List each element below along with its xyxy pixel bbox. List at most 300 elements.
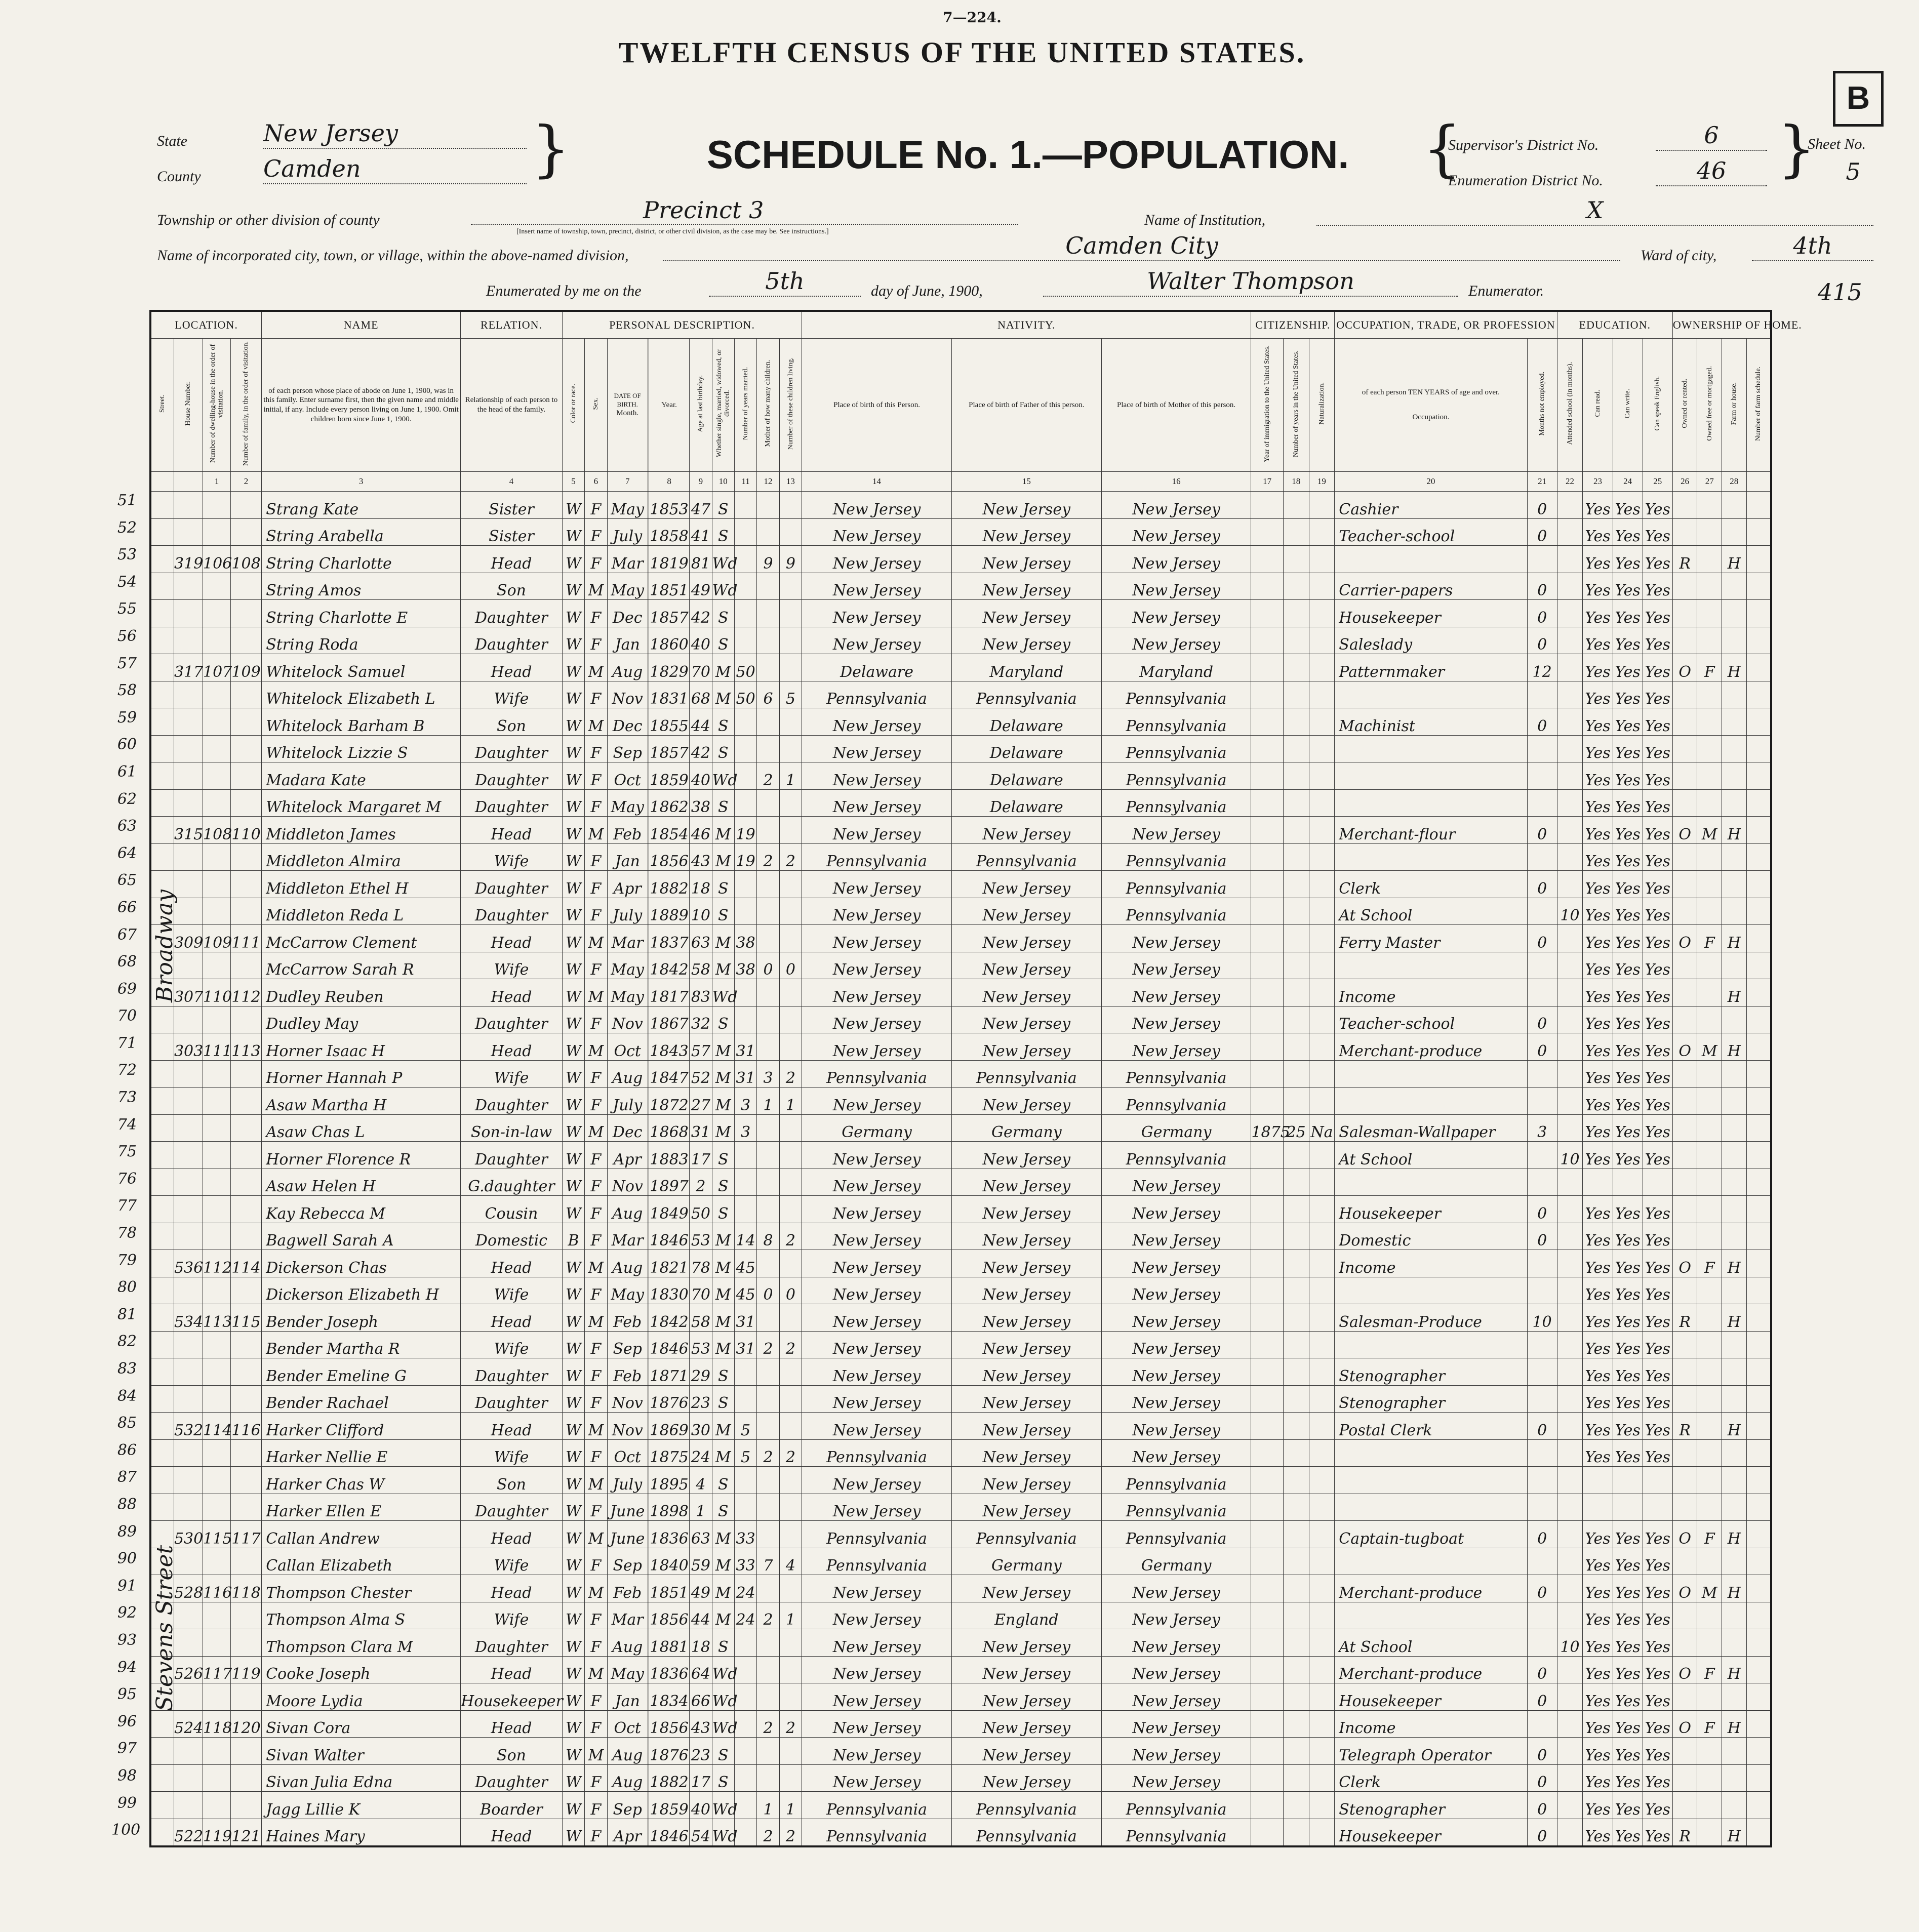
family-number-cell bbox=[230, 843, 261, 871]
table-row bbox=[150, 925, 1771, 952]
farm-schedule-cell bbox=[1746, 925, 1771, 952]
column-number: 21 bbox=[1527, 472, 1557, 492]
birthplace-father-cell: New Jersey bbox=[951, 1683, 1101, 1711]
relation-cell: Son bbox=[461, 1738, 563, 1765]
birth-month-cell: Nov bbox=[607, 681, 648, 708]
can-read-cell: Yes bbox=[1583, 1764, 1613, 1792]
occupation-cell bbox=[1335, 1494, 1527, 1521]
farm-schedule-cell bbox=[1746, 627, 1771, 654]
years-in-us-cell bbox=[1283, 1656, 1309, 1683]
age-cell: 40 bbox=[690, 1792, 712, 1819]
dwelling-number-cell bbox=[203, 708, 231, 736]
can-read-cell: Yes bbox=[1583, 1548, 1613, 1575]
hdr-family: Number of family, in the order of visitation. bbox=[230, 339, 261, 472]
street-cell bbox=[150, 1169, 174, 1196]
children-living-cell bbox=[779, 1358, 802, 1386]
sheet-value: 5 bbox=[1846, 158, 1861, 185]
can-write-cell: Yes bbox=[1613, 1142, 1643, 1169]
years-married-cell: 24 bbox=[734, 1602, 756, 1629]
can-read-cell: Yes bbox=[1583, 762, 1613, 790]
months-not-employed-cell bbox=[1527, 1629, 1557, 1657]
birth-month-cell: May bbox=[607, 952, 648, 979]
birth-month-cell: July bbox=[607, 518, 648, 546]
naturalization-cell bbox=[1309, 1358, 1335, 1386]
person-name-cell: Harker Nellie E bbox=[262, 1439, 461, 1467]
birth-month-cell: Sep bbox=[607, 1792, 648, 1819]
hdr-birth-mother: Place of birth of Mother of this person. bbox=[1101, 339, 1251, 472]
children-living-cell bbox=[779, 817, 802, 844]
birth-year-cell: 1846 bbox=[649, 1223, 689, 1250]
months-not-employed-cell: 0 bbox=[1527, 1575, 1557, 1602]
birthplace-mother-cell: Pennsylvania bbox=[1101, 1792, 1251, 1819]
immigration-year-cell bbox=[1251, 952, 1283, 979]
farm-house-cell: H bbox=[1722, 1250, 1747, 1277]
family-number-cell bbox=[230, 1764, 261, 1792]
owned-rented-cell: O bbox=[1672, 1521, 1697, 1548]
children-living-cell: 2 bbox=[779, 1331, 802, 1358]
dwelling-number-cell: 111 bbox=[203, 1033, 231, 1061]
street-cell bbox=[150, 979, 174, 1007]
years-married-cell bbox=[734, 1764, 756, 1792]
farm-schedule-cell bbox=[1746, 871, 1771, 898]
naturalization-cell bbox=[1309, 1521, 1335, 1548]
free-mortgaged-cell bbox=[1697, 1277, 1722, 1304]
mother-of-cell bbox=[757, 1385, 779, 1413]
can-read-cell: Yes bbox=[1583, 979, 1613, 1007]
house-number-cell bbox=[174, 1764, 203, 1792]
person-name-cell: Kay Rebecca M bbox=[262, 1196, 461, 1223]
months-not-employed-cell bbox=[1527, 1331, 1557, 1358]
farm-house-cell: H bbox=[1722, 1033, 1747, 1061]
naturalization-cell bbox=[1309, 1548, 1335, 1575]
marital-status-cell: M bbox=[712, 1060, 734, 1088]
margin-line-number: 74 bbox=[117, 1115, 137, 1134]
group-nativity: NATIVITY. bbox=[802, 311, 1251, 339]
immigration-year-cell bbox=[1251, 600, 1283, 627]
birthplace-person-cell: New Jersey bbox=[802, 871, 952, 898]
months-not-employed-cell bbox=[1527, 1710, 1557, 1738]
farm-schedule-cell bbox=[1746, 1683, 1771, 1711]
margin-line-number: 58 bbox=[117, 681, 137, 700]
birthplace-father-cell: New Jersey bbox=[951, 600, 1101, 627]
marital-status-cell: S bbox=[712, 898, 734, 925]
birthplace-father-cell: New Jersey bbox=[951, 1358, 1101, 1386]
farm-schedule-cell bbox=[1746, 1413, 1771, 1440]
immigration-year-cell bbox=[1251, 1575, 1283, 1602]
years-married-cell: 38 bbox=[734, 925, 756, 952]
children-living-cell: 0 bbox=[779, 952, 802, 979]
color-cell: W bbox=[562, 843, 584, 871]
person-name-cell: Whitelock Margaret M bbox=[262, 789, 461, 817]
age-cell: 50 bbox=[690, 1196, 712, 1223]
occupation-cell bbox=[1335, 952, 1527, 979]
can-write-cell: Yes bbox=[1613, 600, 1643, 627]
person-name-cell: Callan Andrew bbox=[262, 1521, 461, 1548]
marital-status-cell: M bbox=[712, 1114, 734, 1142]
age-cell: 57 bbox=[690, 1033, 712, 1061]
person-name-cell: Sivan Cora bbox=[262, 1710, 461, 1738]
attended-school-cell bbox=[1557, 735, 1583, 762]
farm-house-cell bbox=[1722, 1114, 1747, 1142]
sex-cell: F bbox=[585, 735, 607, 762]
can-read-cell: Yes bbox=[1583, 735, 1613, 762]
birth-month-cell: Dec bbox=[607, 600, 648, 627]
can-write-cell: Yes bbox=[1613, 1033, 1643, 1061]
farm-schedule-cell bbox=[1746, 1114, 1771, 1142]
owned-rented-cell: R bbox=[1672, 1413, 1697, 1440]
birthplace-father-cell: New Jersey bbox=[951, 1033, 1101, 1061]
house-number-cell bbox=[174, 1494, 203, 1521]
family-number-cell bbox=[230, 735, 261, 762]
mother-of-cell bbox=[757, 573, 779, 600]
years-married-cell bbox=[734, 762, 756, 790]
house-number-cell: 530 bbox=[174, 1521, 203, 1548]
dwelling-number-cell bbox=[203, 1548, 231, 1575]
owned-rented-cell bbox=[1672, 1142, 1697, 1169]
years-in-us-cell bbox=[1283, 681, 1309, 708]
attended-school-cell bbox=[1557, 1656, 1583, 1683]
sex-cell: F bbox=[585, 1819, 607, 1846]
column-number bbox=[174, 472, 203, 492]
free-mortgaged-cell bbox=[1697, 843, 1722, 871]
house-number-cell bbox=[174, 952, 203, 979]
color-cell: W bbox=[562, 871, 584, 898]
margin-line-number: 61 bbox=[117, 762, 137, 781]
birthplace-person-cell: Pennsylvania bbox=[802, 681, 952, 708]
naturalization-cell bbox=[1309, 1413, 1335, 1440]
attended-school-cell bbox=[1557, 1548, 1583, 1575]
mother-of-cell: 0 bbox=[757, 1277, 779, 1304]
can-speak-english-cell: Yes bbox=[1643, 708, 1672, 736]
can-read-cell: Yes bbox=[1583, 627, 1613, 654]
column-number: 3 bbox=[262, 472, 461, 492]
birthplace-mother-cell: New Jersey bbox=[1101, 1277, 1251, 1304]
owned-rented-cell bbox=[1672, 1494, 1697, 1521]
birthplace-mother-cell: Pennsylvania bbox=[1101, 762, 1251, 790]
dwelling-number-cell bbox=[203, 762, 231, 790]
person-name-cell: String Charlotte E bbox=[262, 600, 461, 627]
birthplace-father-cell: New Jersey bbox=[951, 1196, 1101, 1223]
dwelling-number-cell: 115 bbox=[203, 1521, 231, 1548]
children-living-cell: 2 bbox=[779, 1223, 802, 1250]
farm-house-cell bbox=[1722, 789, 1747, 817]
immigration-year-cell bbox=[1251, 817, 1283, 844]
birthplace-person-cell: Pennsylvania bbox=[802, 1819, 952, 1846]
farm-schedule-cell bbox=[1746, 1467, 1771, 1494]
years-married-cell: 31 bbox=[734, 1033, 756, 1061]
can-write-cell: Yes bbox=[1613, 789, 1643, 817]
person-name-cell: Strang Kate bbox=[262, 492, 461, 519]
can-read-cell: Yes bbox=[1583, 1629, 1613, 1657]
birthplace-person-cell: New Jersey bbox=[802, 1764, 952, 1792]
farm-schedule-cell bbox=[1746, 979, 1771, 1007]
dwelling-number-cell bbox=[203, 1792, 231, 1819]
naturalization-cell bbox=[1309, 1629, 1335, 1657]
hdr-dwelling: Number of dwelling-house in the order of visitation. bbox=[203, 339, 231, 472]
population-table bbox=[149, 310, 1802, 1847]
age-cell: 63 bbox=[690, 925, 712, 952]
color-cell: W bbox=[562, 600, 584, 627]
person-name-cell: Dudley Reuben bbox=[262, 979, 461, 1007]
marital-status-cell: M bbox=[712, 1602, 734, 1629]
family-number-cell bbox=[230, 1738, 261, 1765]
enumerated-mid-label: day of June, 1900, bbox=[871, 283, 983, 299]
can-write-cell: Yes bbox=[1613, 573, 1643, 600]
person-name-cell: String Amos bbox=[262, 573, 461, 600]
marital-status-cell: M bbox=[712, 1277, 734, 1304]
color-cell: W bbox=[562, 627, 584, 654]
township-label: Township or other division of county bbox=[157, 212, 380, 228]
years-in-us-cell bbox=[1283, 1250, 1309, 1277]
column-number: 28 bbox=[1722, 472, 1747, 492]
can-write-cell: Yes bbox=[1613, 1548, 1643, 1575]
can-write-cell: Yes bbox=[1613, 1277, 1643, 1304]
sex-cell: F bbox=[585, 1169, 607, 1196]
family-number-cell bbox=[230, 681, 261, 708]
attended-school-cell bbox=[1557, 1683, 1583, 1711]
margin-line-number: 88 bbox=[117, 1495, 137, 1513]
birthplace-father-cell: New Jersey bbox=[951, 627, 1101, 654]
birth-year-cell: 1883 bbox=[649, 1142, 689, 1169]
can-write-cell: Yes bbox=[1613, 654, 1643, 681]
free-mortgaged-cell bbox=[1697, 1196, 1722, 1223]
marital-status-cell: M bbox=[712, 1413, 734, 1440]
house-number-cell: 532 bbox=[174, 1413, 203, 1440]
owned-rented-cell: R bbox=[1672, 1819, 1697, 1846]
farm-schedule-cell bbox=[1746, 1304, 1771, 1332]
house-number-cell: 522 bbox=[174, 1819, 203, 1846]
mother-of-cell: 2 bbox=[757, 1819, 779, 1846]
mother-of-cell: 9 bbox=[757, 546, 779, 573]
free-mortgaged-cell bbox=[1697, 1088, 1722, 1115]
birthplace-mother-cell: New Jersey bbox=[1101, 1764, 1251, 1792]
birthplace-person-cell: Pennsylvania bbox=[802, 1060, 952, 1088]
person-name-cell: Sivan Julia Edna bbox=[262, 1764, 461, 1792]
can-read-cell: Yes bbox=[1583, 1683, 1613, 1711]
farm-schedule-cell bbox=[1746, 735, 1771, 762]
birth-year-cell: 1836 bbox=[649, 1521, 689, 1548]
children-living-cell bbox=[779, 654, 802, 681]
mother-of-cell bbox=[757, 817, 779, 844]
relation-cell: Daughter bbox=[461, 1385, 563, 1413]
birth-year-cell: 1834 bbox=[649, 1683, 689, 1711]
farm-house-cell bbox=[1722, 1088, 1747, 1115]
birthplace-father-cell: New Jersey bbox=[951, 1439, 1101, 1467]
margin-line-number: 70 bbox=[117, 1007, 137, 1025]
immigration-year-cell bbox=[1251, 1494, 1283, 1521]
farm-schedule-cell bbox=[1746, 1629, 1771, 1657]
ward-value: 4th bbox=[1752, 232, 1873, 261]
occupation-cell: Machinist bbox=[1335, 708, 1527, 736]
owned-rented-cell bbox=[1672, 1114, 1697, 1142]
attended-school-cell bbox=[1557, 1738, 1583, 1765]
free-mortgaged-cell bbox=[1697, 1738, 1722, 1765]
hdr-attended-school: Attended school (in months). bbox=[1557, 339, 1583, 472]
owned-rented-cell: O bbox=[1672, 1250, 1697, 1277]
birthplace-person-cell: New Jersey bbox=[802, 735, 952, 762]
person-name-cell: Bender Martha R bbox=[262, 1331, 461, 1358]
birthplace-person-cell: New Jersey bbox=[802, 1656, 952, 1683]
children-living-cell bbox=[779, 1196, 802, 1223]
column-number: 11 bbox=[734, 472, 756, 492]
attended-school-cell bbox=[1557, 573, 1583, 600]
children-living-cell bbox=[779, 925, 802, 952]
birthplace-mother-cell: New Jersey bbox=[1101, 817, 1251, 844]
immigration-year-cell bbox=[1251, 573, 1283, 600]
children-living-cell bbox=[779, 600, 802, 627]
sex-cell: F bbox=[585, 1196, 607, 1223]
person-name-cell: Middleton James bbox=[262, 817, 461, 844]
margin-line-number: 60 bbox=[117, 736, 137, 754]
table-row bbox=[150, 1710, 1771, 1738]
owned-rented-cell: O bbox=[1672, 654, 1697, 681]
relation-cell: Head bbox=[461, 1033, 563, 1061]
months-not-employed-cell: 10 bbox=[1527, 1304, 1557, 1332]
birth-year-cell: 1847 bbox=[649, 1060, 689, 1088]
owned-rented-cell: O bbox=[1672, 1575, 1697, 1602]
can-read-cell: Yes bbox=[1583, 952, 1613, 979]
family-number-cell: 117 bbox=[230, 1521, 261, 1548]
age-cell: 31 bbox=[690, 1114, 712, 1142]
farm-house-cell: H bbox=[1722, 1656, 1747, 1683]
marital-status-cell: S bbox=[712, 1142, 734, 1169]
margin-line-number: 100 bbox=[111, 1821, 141, 1839]
farm-schedule-cell bbox=[1746, 573, 1771, 600]
color-cell: W bbox=[562, 979, 584, 1007]
person-name-cell: Thompson Clara M bbox=[262, 1629, 461, 1657]
farm-house-cell bbox=[1722, 681, 1747, 708]
house-number-cell bbox=[174, 1602, 203, 1629]
farm-house-cell bbox=[1722, 1358, 1747, 1386]
farm-house-cell: H bbox=[1722, 1521, 1747, 1548]
marital-status-cell: S bbox=[712, 871, 734, 898]
person-name-cell: String Arabella bbox=[262, 518, 461, 546]
street-cell bbox=[150, 1602, 174, 1629]
birthplace-person-cell: New Jersey bbox=[802, 1277, 952, 1304]
months-not-employed-cell: 0 bbox=[1527, 817, 1557, 844]
birthplace-person-cell: New Jersey bbox=[802, 1033, 952, 1061]
months-not-employed-cell: 0 bbox=[1527, 600, 1557, 627]
table-row bbox=[150, 1819, 1771, 1846]
margin-line-number: 54 bbox=[117, 573, 137, 591]
birth-month-cell: May bbox=[607, 789, 648, 817]
birthplace-person-cell: New Jersey bbox=[802, 1088, 952, 1115]
table-row bbox=[150, 1114, 1771, 1142]
years-married-cell bbox=[734, 573, 756, 600]
birthplace-person-cell: Germany bbox=[802, 1114, 952, 1142]
enumerator-label: Enumerator. bbox=[1468, 283, 1544, 299]
children-living-cell bbox=[779, 1764, 802, 1792]
farm-house-cell: H bbox=[1722, 654, 1747, 681]
children-living-cell: 5 bbox=[779, 681, 802, 708]
birth-year-cell: 1897 bbox=[649, 1169, 689, 1196]
margin-line-number: 53 bbox=[117, 546, 137, 564]
owned-rented-cell bbox=[1672, 1385, 1697, 1413]
farm-house-cell bbox=[1722, 762, 1747, 790]
dwelling-number-cell bbox=[203, 1764, 231, 1792]
sex-cell: M bbox=[585, 708, 607, 736]
sex-cell: F bbox=[585, 1792, 607, 1819]
age-cell: 38 bbox=[690, 789, 712, 817]
naturalization-cell bbox=[1309, 708, 1335, 736]
column-number: 26 bbox=[1672, 472, 1697, 492]
person-name-cell: Harker Clifford bbox=[262, 1413, 461, 1440]
marital-status-cell: M bbox=[712, 1548, 734, 1575]
street-cell bbox=[150, 762, 174, 790]
relation-cell: Daughter bbox=[461, 1358, 563, 1386]
free-mortgaged-cell: F bbox=[1697, 1250, 1722, 1277]
table-row bbox=[150, 600, 1771, 627]
margin-line-number: 65 bbox=[117, 871, 137, 890]
years-married-cell: 5 bbox=[734, 1439, 756, 1467]
color-cell: W bbox=[562, 681, 584, 708]
can-read-cell: Yes bbox=[1583, 1277, 1613, 1304]
years-married-cell: 19 bbox=[734, 817, 756, 844]
color-cell: W bbox=[562, 925, 584, 952]
months-not-employed-cell: 0 bbox=[1527, 871, 1557, 898]
family-number-cell bbox=[230, 1331, 261, 1358]
immigration-year-cell bbox=[1251, 627, 1283, 654]
can-speak-english-cell: Yes bbox=[1643, 1250, 1672, 1277]
table-row bbox=[150, 843, 1771, 871]
owned-rented-cell bbox=[1672, 952, 1697, 979]
years-married-cell bbox=[734, 600, 756, 627]
street-cell bbox=[150, 518, 174, 546]
attended-school-cell bbox=[1557, 1006, 1583, 1033]
house-number-cell bbox=[174, 1548, 203, 1575]
attended-school-cell bbox=[1557, 1575, 1583, 1602]
can-speak-english-cell: Yes bbox=[1643, 898, 1672, 925]
age-cell: 78 bbox=[690, 1250, 712, 1277]
years-married-cell: 5 bbox=[734, 1413, 756, 1440]
person-name-cell: Middleton Reda L bbox=[262, 898, 461, 925]
birth-month-cell: Dec bbox=[607, 1114, 648, 1142]
house-number-cell bbox=[174, 1277, 203, 1304]
attended-school-cell bbox=[1557, 1088, 1583, 1115]
years-married-cell: 33 bbox=[734, 1521, 756, 1548]
age-cell: 44 bbox=[690, 1602, 712, 1629]
person-name-cell: Horner Hannah P bbox=[262, 1060, 461, 1088]
dwelling-number-cell: 112 bbox=[203, 1250, 231, 1277]
color-cell: W bbox=[562, 1575, 584, 1602]
immigration-year-cell bbox=[1251, 1060, 1283, 1088]
age-cell: 49 bbox=[690, 1575, 712, 1602]
hdr-month: DATE OF BIRTH. Month. bbox=[607, 339, 648, 472]
years-in-us-cell bbox=[1283, 925, 1309, 952]
birth-month-cell: Aug bbox=[607, 1196, 648, 1223]
street-cell bbox=[150, 1494, 174, 1521]
farm-house-cell bbox=[1722, 1683, 1747, 1711]
birth-year-cell: 1830 bbox=[649, 1277, 689, 1304]
farm-schedule-cell bbox=[1746, 1385, 1771, 1413]
birth-year-cell: 1898 bbox=[649, 1494, 689, 1521]
enumeration-label: Enumeration District No. bbox=[1448, 172, 1603, 189]
years-married-cell: 45 bbox=[734, 1277, 756, 1304]
group-name: NAME bbox=[262, 311, 461, 339]
can-speak-english-cell bbox=[1643, 1467, 1672, 1494]
family-number-cell: 113 bbox=[230, 1033, 261, 1061]
dwelling-number-cell: 108 bbox=[203, 817, 231, 844]
birthplace-person-cell: Pennsylvania bbox=[802, 1439, 952, 1467]
can-read-cell: Yes bbox=[1583, 1331, 1613, 1358]
birthplace-father-cell: New Jersey bbox=[951, 1710, 1101, 1738]
margin-line-number: 52 bbox=[117, 518, 137, 537]
immigration-year-cell bbox=[1251, 843, 1283, 871]
occupation-cell bbox=[1335, 1548, 1527, 1575]
naturalization-cell bbox=[1309, 979, 1335, 1007]
can-speak-english-cell: Yes bbox=[1643, 1060, 1672, 1088]
relation-cell: Son bbox=[461, 1467, 563, 1494]
